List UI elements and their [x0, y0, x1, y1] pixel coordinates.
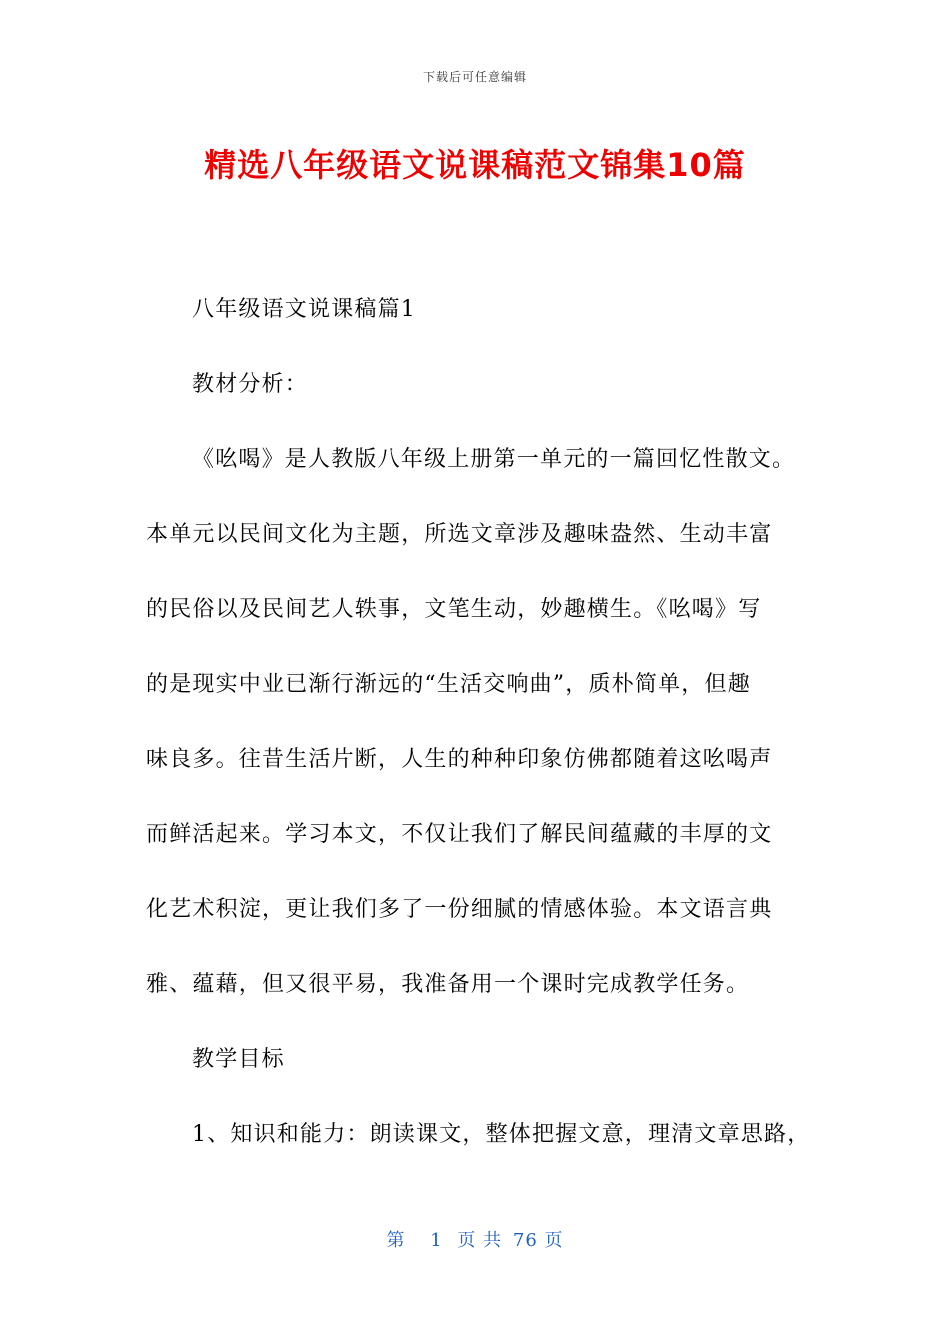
paragraph-line: 的是现实中业已渐行渐远的“生活交响曲”，质朴简单，但趣 — [146, 672, 751, 697]
subheading-material-analysis: 教材分析： — [192, 372, 309, 397]
subheading-teaching-goals: 教学目标 — [192, 1047, 285, 1072]
paragraph-line: 而鲜活起来。学习本文，不仅让我们了解民间蕴藏的丰厚的文 — [146, 822, 773, 847]
header-note: 下载后可任意编辑 — [422, 70, 527, 84]
paragraph-line: 的民俗以及民间艺人轶事，文笔生动，妙趣横生。《吆喝》写 — [146, 597, 762, 622]
paragraph-line: 味良多。往昔生活片断，人生的种种印象仿佛都随着这吆喝声 — [146, 747, 773, 772]
paragraph-line: 1、知识和能力：朗读课文，整体把握文意，理清文章思路， — [192, 1122, 811, 1147]
section-heading: 八年级语文说课稿篇1 — [192, 297, 416, 322]
footer-middle: 页 共 — [457, 1230, 503, 1251]
paragraph-line: 本单元以民间文化为主题，所选文章涉及趣味盎然、生动丰富 — [146, 522, 773, 547]
footer-current-page: 1 — [430, 1230, 443, 1251]
paragraph-line: 《吆喝》是人教版八年级上册第一单元的一篇回忆性散文。 — [192, 447, 796, 472]
document-title: 精选八年级语文说课稿范文锦集10篇 — [204, 146, 746, 184]
document-body — [146, 272, 818, 1172]
footer-prefix: 第 — [386, 1230, 406, 1251]
page-footer — [0, 1226, 950, 1252]
footer-suffix: 页 — [544, 1230, 564, 1251]
footer-total-pages: 76 — [512, 1230, 538, 1251]
paragraph-line: 化艺术积淀，更让我们多了一份细腻的情感体验。本文语言典 — [146, 897, 773, 922]
paragraph-line: 雅、蕴藉，但又很平易，我准备用一个课时完成教学任务。 — [146, 972, 750, 997]
